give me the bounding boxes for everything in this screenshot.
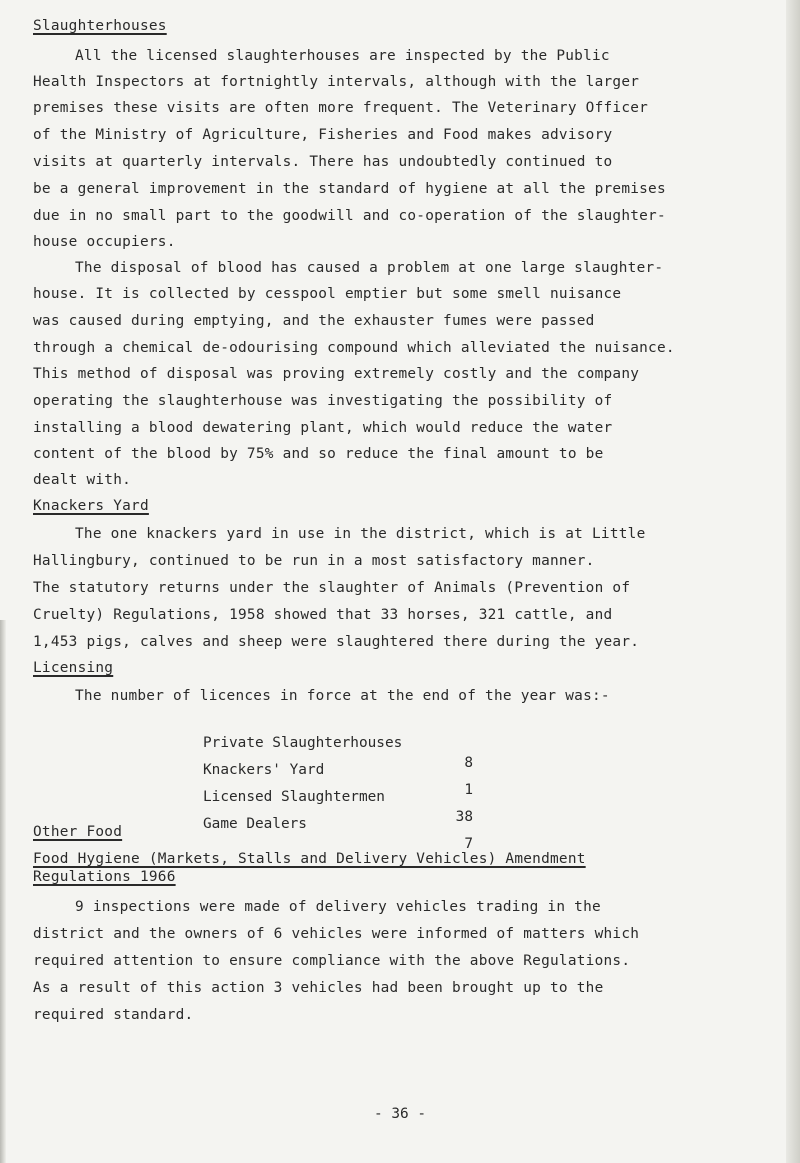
- licence-label: Knackers' Yard: [203, 762, 325, 778]
- licence-label: Game Dealers: [203, 816, 307, 832]
- paragraph-line: premises these visits are often more frequent. The Veterinary Officer: [33, 100, 649, 116]
- heading-slaughterhouses: Slaughterhouses: [33, 18, 167, 34]
- paragraph-line: All the licensed slaughterhouses are inspected by the Public: [75, 48, 610, 64]
- subheading-regulation-title: Food Hygiene (Markets, Stalls and Delivery Vehicles) Amendment: [33, 851, 586, 867]
- paragraph-line: As a result of this action 3 vehicles had been brought up to the: [33, 980, 604, 996]
- paragraph-line: house occupiers.: [33, 234, 176, 250]
- paragraph-line: visits at quarterly intervals. There has undoubtedly continued to: [33, 154, 613, 170]
- page-number: - 36 -: [374, 1106, 426, 1122]
- heading-licensing: Licensing: [33, 660, 114, 676]
- heading-other-food: Other Food: [33, 824, 123, 840]
- paragraph-line: The one knackers yard in use in the district, which is at Little: [75, 526, 646, 542]
- licence-label: Licensed Slaughtermen: [203, 789, 385, 805]
- licence-count: 1: [464, 782, 473, 798]
- subheading-regulation-title: Regulations 1966: [33, 869, 176, 885]
- page-edge-shadow: [786, 0, 800, 1163]
- paragraph-line: district and the owners of 6 vehicles were informed of matters which: [33, 926, 640, 942]
- paragraph-line: 1,453 pigs, calves and sheep were slaughtered there during the year.: [33, 634, 640, 650]
- licence-count: 38: [455, 809, 473, 825]
- heading-knackers-yard: Knackers Yard: [33, 498, 149, 514]
- paragraph-line: Cruelty) Regulations, 1958 showed that 33 horses, 321 cattle, and: [33, 607, 613, 623]
- paragraph-line: Health Inspectors at fortnightly intervals, although with the larger: [33, 74, 640, 90]
- licence-label: Private Slaughterhouses: [203, 735, 403, 751]
- binding-shadow: [0, 620, 6, 1163]
- paragraph-line: content of the blood by 75% and so reduce the final amount to be: [33, 446, 604, 462]
- paragraph-line: due in no small part to the goodwill and co-operation of the slaughter-: [33, 208, 666, 224]
- paragraph-line: Hallingbury, continued to be run in a most satisfactory manner.: [33, 553, 595, 569]
- paragraph-line: operating the slaughterhouse was investigating the possibility of: [33, 393, 613, 409]
- paragraph-line: dealt with.: [33, 472, 132, 488]
- paragraph-line: The statutory returns under the slaughter of Animals (Prevention of: [33, 580, 631, 596]
- paragraph-line: house. It is collected by cesspool emptier but some smell nuisance: [33, 286, 622, 302]
- licence-count: 7: [464, 836, 473, 852]
- paragraph-line: was caused during emptying, and the exhauster fumes were passed: [33, 313, 595, 329]
- paragraph-line: through a chemical de-odourising compound which alleviated the nuisance.: [33, 340, 675, 356]
- paragraph-line: This method of disposal was proving extremely costly and the company: [33, 366, 640, 382]
- paragraph-line: be a general improvement in the standard of hygiene at all the premises: [33, 181, 666, 197]
- paragraph-line: of the Ministry of Agriculture, Fisheries and Food makes advisory: [33, 127, 613, 143]
- paragraph-line: The disposal of blood has caused a problem at one large slaughter-: [75, 260, 664, 276]
- paragraph-line: 9 inspections were made of delivery vehicles trading in the: [75, 899, 601, 915]
- licensing-intro: The number of licences in force at the end of the year was:-: [75, 688, 610, 704]
- paragraph-line: required standard.: [33, 1007, 194, 1023]
- paragraph-line: required attention to ensure compliance with the above Regulations.: [33, 953, 631, 969]
- paragraph-line: installing a blood dewatering plant, which would reduce the water: [33, 420, 613, 436]
- licence-count: 8: [464, 755, 473, 771]
